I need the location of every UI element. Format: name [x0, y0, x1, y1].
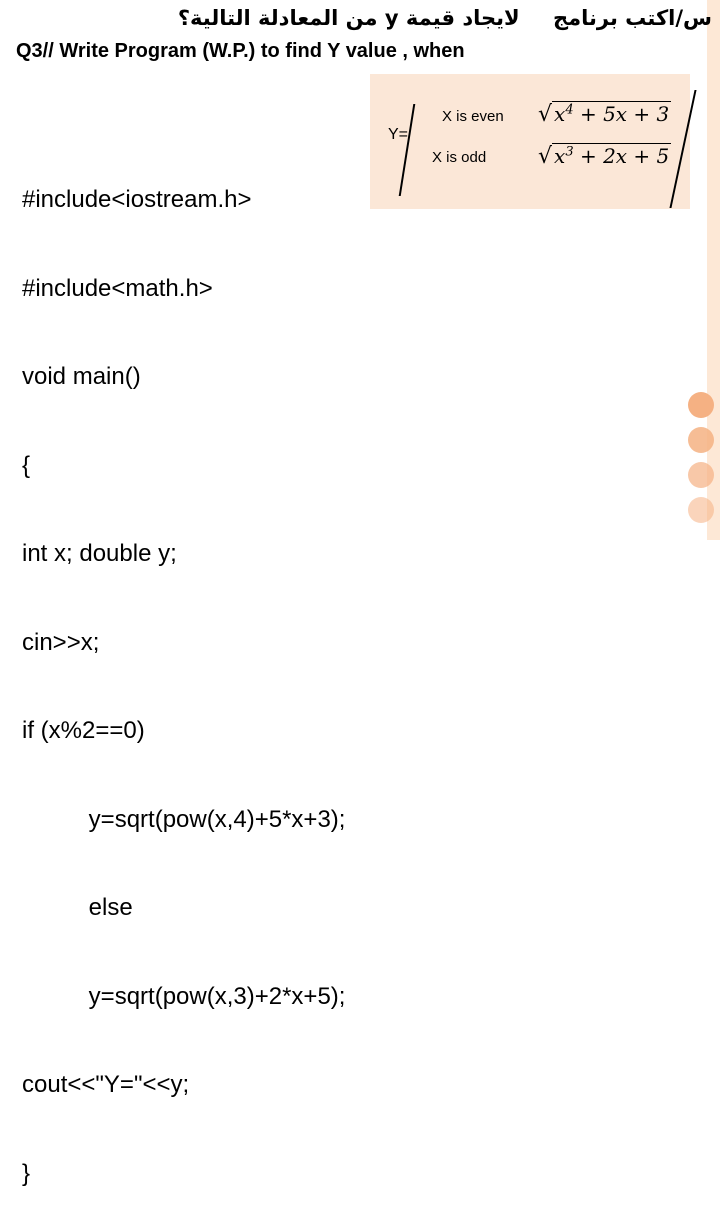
decorative-circle — [688, 392, 714, 418]
decorative-circle — [688, 462, 714, 488]
case-even-condition: X is even — [442, 108, 504, 125]
code-line: { — [22, 451, 31, 479]
decorative-side-bar — [707, 0, 720, 540]
decorative-circle — [688, 497, 714, 523]
left-bracket — [399, 104, 416, 196]
code-line: y=sqrt(pow(x,3)+2*x+5); — [22, 982, 346, 1010]
code-line: if (x%2==0) — [22, 717, 145, 744]
sqrt-symbol: √ — [538, 102, 553, 127]
code-line: else — [22, 894, 133, 921]
code-line: cin>>x; — [22, 628, 100, 656]
arabic-question-label: س/اكتب برنامج — [552, 6, 712, 30]
english-question-title: Q3// Write Program (W.P.) to find Y value , when — [16, 40, 465, 62]
equation-lhs: Y= — [388, 126, 409, 143]
case-odd-formula: √ $x^3 + 2x + 5$ — [538, 144, 670, 169]
case-odd-condition: X is odd — [432, 149, 487, 166]
decorative-circle — [688, 427, 714, 453]
code-line: y=sqrt(pow(x,4)+5*x+3); — [22, 805, 346, 833]
code-line: } — [22, 1159, 31, 1187]
code-block — [22, 126, 345, 1218]
code-line: #include<iostream.h> — [22, 186, 252, 213]
right-bracket — [669, 90, 696, 208]
code-line: cout<<"Y="<<y; — [22, 1071, 190, 1098]
sqrt-symbol: √ — [538, 144, 553, 169]
code-line: void main() — [22, 363, 141, 390]
arabic-question-title — [177, 6, 712, 34]
arabic-question-text: لايجاد قيمة y من المعادلة التالية؟ — [177, 6, 520, 30]
equation-box — [370, 74, 690, 209]
code-line: #include<math.h> — [22, 274, 213, 302]
code-line: int x; double y; — [22, 540, 177, 567]
case-even-formula: √ $x^4 + 5x + 3$ — [538, 102, 670, 127]
